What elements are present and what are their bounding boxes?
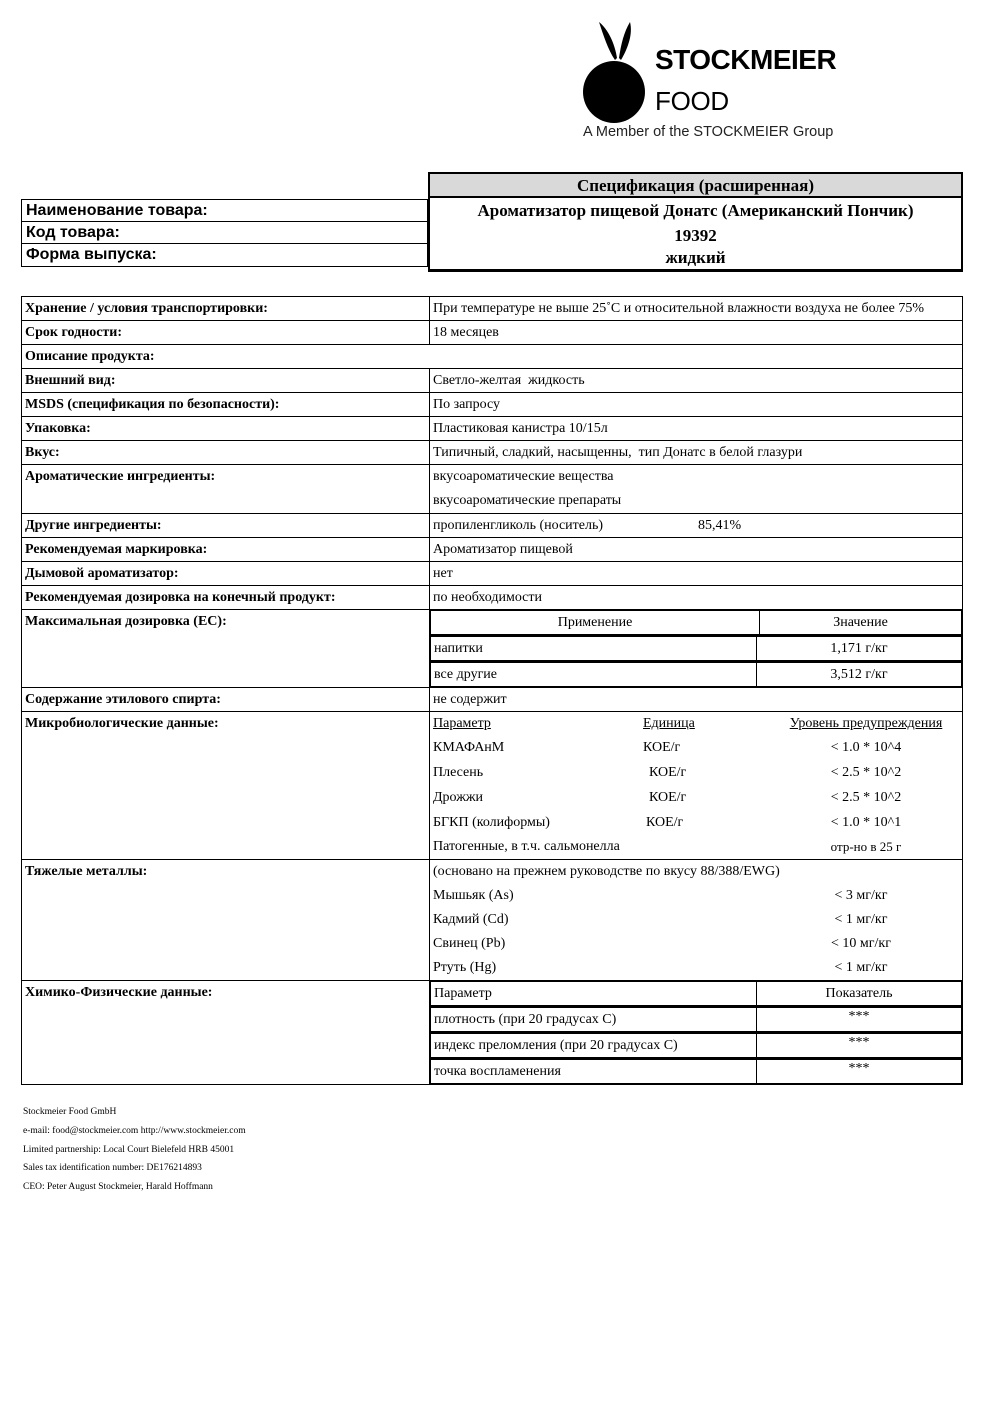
description-label: Описание продукта: — [22, 345, 963, 369]
labeling-value: Ароматизатор пищевой — [430, 538, 963, 562]
micro-unit: КОЕ/г — [643, 740, 681, 755]
product-form-value: жидкий — [665, 248, 726, 267]
chem-label: Химико-Физические данные: — [22, 981, 430, 1085]
table-row — [22, 297, 963, 321]
flavour-ingredients-label: Ароматические ингредиенты: — [22, 465, 430, 514]
micro-level: отр-но в 25 г — [830, 839, 902, 854]
chem-value: *** — [757, 1034, 962, 1058]
micro-unit: КОЕ/г — [649, 765, 687, 780]
table-row — [22, 538, 963, 562]
list-item — [433, 785, 959, 810]
max-dosage-col-value: Значение — [760, 611, 962, 635]
spec-title: Спецификация (расширенная) — [428, 172, 963, 198]
flavour-ingredients-value — [430, 465, 963, 514]
metal-value: < 1 мг/кг — [834, 912, 888, 927]
storage-value: При температуре не выше 25˚С и относительной влажности воздуха не более 75% — [430, 297, 963, 321]
max-dosage-label: Максимальная дозировка (ЕС): — [22, 610, 430, 688]
table-row — [22, 981, 963, 1007]
metal-name: Свинец (Pb) — [433, 936, 506, 951]
metals-note: (основано на прежнем руководстве по вкусу 88/388/EWG) — [433, 864, 780, 879]
storage-label: Хранение / условия транспортировки: — [22, 297, 430, 321]
chem-param: точка воспламенения — [431, 1060, 757, 1084]
shelf-life-label: Срок годности: — [22, 321, 430, 345]
micro-col-unit: Единица — [643, 716, 695, 731]
chem-header — [430, 981, 963, 1007]
product-code-label: Код товара: — [21, 221, 428, 243]
chem-value: *** — [757, 1060, 962, 1084]
micro-label: Микробиологические данные: — [22, 712, 430, 860]
footer-tax-id: Sales tax identification number: DE176214893 — [23, 1163, 202, 1174]
list-item — [433, 884, 959, 908]
max-dosage-value: 1,171 г/кг — [757, 637, 962, 661]
micro-value — [430, 712, 963, 860]
metals-label: Тяжелые металлы: — [22, 860, 430, 981]
header-values — [428, 196, 963, 272]
ethanol-label: Содержание этилового спирта: — [22, 688, 430, 712]
list-item — [433, 735, 959, 760]
chem-row — [430, 1033, 963, 1059]
table-row — [22, 345, 963, 369]
shelf-life-value: 18 месяцев — [430, 321, 963, 345]
product-form-label: Форма выпуска: — [21, 243, 428, 267]
logo-brand-name: STOCKMEIER — [655, 44, 837, 75]
footer-ceo: CEO: Peter August Stockmeier, Harald Hoffmann — [23, 1182, 213, 1193]
msds-label: MSDS (спецификация по безопасности): — [22, 393, 430, 417]
specification-table — [21, 296, 963, 1085]
micro-level: < 2.5 * 10^2 — [830, 765, 902, 780]
labeling-label: Рекомендуемая маркировка: — [22, 538, 430, 562]
metal-name: Мышьяк (As) — [433, 888, 514, 903]
micro-level: < 1.0 * 10^4 — [830, 740, 902, 755]
packaging-value: Пластиковая канистра 10/15л — [430, 417, 963, 441]
table-row — [22, 321, 963, 345]
micro-unit: КОЕ/г — [649, 790, 687, 805]
table-row — [22, 610, 963, 636]
max-dosage-col-application: Применение — [431, 611, 760, 635]
taste-label: Вкус: — [22, 441, 430, 465]
chem-param: плотность (при 20 градусах С) — [431, 1008, 757, 1032]
list-item — [433, 956, 959, 980]
other-ingredient-percent: 85,41% — [698, 518, 742, 533]
metal-value: < 1 мг/кг — [834, 960, 888, 975]
chem-col-value: Показатель — [757, 982, 962, 1006]
max-dosage-row — [430, 662, 963, 688]
chem-col-param: Параметр — [431, 982, 757, 1006]
micro-param: БГКП (колиформы) — [433, 815, 550, 830]
table-row — [22, 712, 963, 860]
company-footer — [23, 1103, 246, 1197]
micro-unit: КОЕ/г — [646, 815, 684, 830]
micro-col-level: Уровень предупреждения — [789, 716, 943, 731]
flavour-ingredient-item: вкусоароматические вещества — [433, 469, 614, 484]
product-name-value: Ароматизатор пищевой Донатс (Американский Пончик) — [477, 201, 914, 220]
table-row — [22, 688, 963, 712]
list-item — [433, 810, 959, 835]
micro-param: Патогенные, в т.ч. сальмонелла — [433, 839, 620, 854]
list-item — [433, 760, 959, 785]
max-dosage-value: 3,512 г/кг — [757, 663, 962, 687]
smoke-value: нет — [430, 562, 963, 586]
metals-value — [430, 860, 963, 981]
micro-param: Плесень — [433, 765, 484, 780]
metal-name: Кадмий (Cd) — [433, 912, 509, 927]
chem-param: индекс преломления (при 20 градусах С) — [431, 1034, 757, 1058]
appearance-value: Светло-желтая жидкость — [430, 369, 963, 393]
micro-param: Дрожжи — [433, 790, 484, 805]
ethanol-value: не содержит — [430, 688, 963, 712]
dosage-label: Рекомендуемая дозировка на конечный продукт: — [22, 586, 430, 610]
table-row — [22, 393, 963, 417]
table-row — [22, 441, 963, 465]
packaging-label: Упаковка: — [22, 417, 430, 441]
table-row — [22, 586, 963, 610]
micro-level: < 1.0 * 10^1 — [830, 815, 902, 830]
micro-header-row — [433, 712, 959, 735]
product-name-label: Наименование товара: — [21, 199, 428, 221]
list-item — [433, 835, 959, 859]
other-ingredients-label: Другие ингредиенты: — [22, 514, 430, 538]
table-row — [22, 562, 963, 586]
logo-tagline: A Member of the STOCKMEIER Group — [583, 124, 834, 140]
chem-row — [430, 1059, 963, 1085]
max-dosage-row — [430, 636, 963, 662]
smoke-label: Дымовой ароматизатор: — [22, 562, 430, 586]
metal-value: < 10 мг/кг — [831, 936, 891, 951]
footer-registration: Limited partnership: Local Court Bielefeld HRB 45001 — [23, 1144, 235, 1155]
msds-value: По запросу — [430, 393, 963, 417]
chem-value: *** — [757, 1008, 962, 1032]
flavour-ingredient-item: вкусоароматические препараты — [433, 493, 622, 508]
dosage-value: по необходимости — [430, 586, 963, 610]
table-row — [22, 417, 963, 441]
table-row — [22, 514, 963, 538]
logo-brand-food: FOOD — [655, 86, 729, 116]
table-row — [22, 860, 963, 981]
stockmeier-logo-mark — [578, 20, 650, 126]
taste-value: Типичный, сладкий, насыщенны, тип Донатс в белой глазури — [430, 441, 963, 465]
micro-param: КМАФАнМ — [433, 740, 505, 755]
list-item — [433, 932, 959, 956]
appearance-label: Внешний вид: — [22, 369, 430, 393]
table-row — [22, 369, 963, 393]
micro-level: < 2.5 * 10^2 — [830, 790, 902, 805]
list-item — [433, 908, 959, 932]
max-dosage-application: все другие — [431, 663, 757, 687]
max-dosage-application: напитки — [431, 637, 757, 661]
other-ingredient-name: пропиленгликоль (носитель) — [433, 518, 604, 533]
micro-col-param: Параметр — [433, 716, 491, 731]
footer-contact: e-mail: food@stockmeier.com http://www.stockmeier.com — [23, 1125, 246, 1136]
chem-row — [430, 1007, 963, 1033]
max-dosage-header — [430, 610, 963, 636]
other-ingredients-value — [430, 514, 963, 538]
table-row — [22, 465, 963, 514]
metal-value: < 3 мг/кг — [834, 888, 888, 903]
footer-company-name: Stockmeier Food GmbH — [23, 1107, 117, 1117]
product-code-value: 19392 — [674, 226, 717, 245]
metal-name: Ртуть (Hg) — [433, 960, 497, 975]
